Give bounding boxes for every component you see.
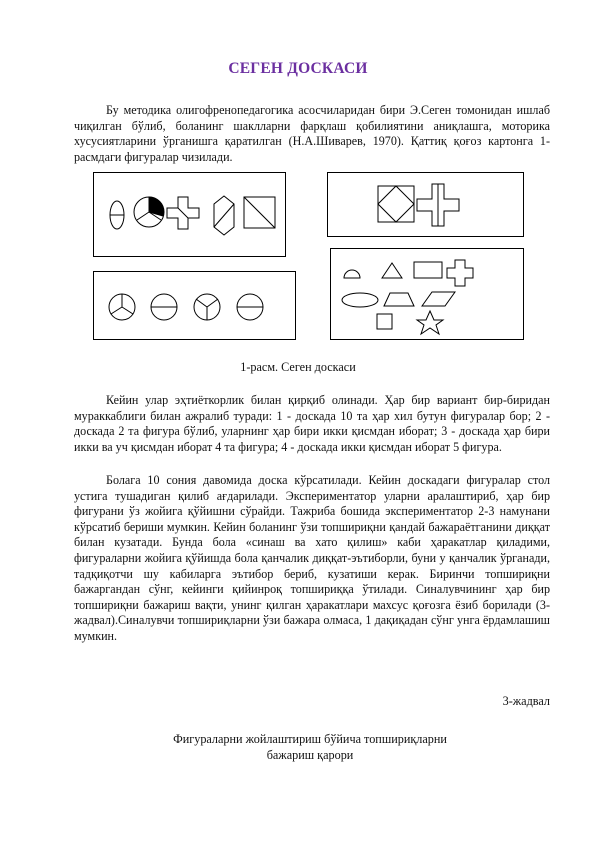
paragraph-variants: Кейин улар эҳтиёткорлик билан қирқиб олинади. Ҳар бир вариант бир-биридан мураккаблиги билан ажралиб туради: 1 - доскада 10 та ҳар хил бутун фигуралар бор; 2 - доскада 2 та фигура бўлиб, уларнинг ҳар бири икки қисмдан иборат; 3 - доскада ҳар бири икки ва уч қисмдан иборат 4 та фигура; 4 - доскада икки қисмдан иборат 5 фигура. <box>74 393 550 454</box>
board-4-semicircle <box>344 270 360 278</box>
board-2-cross-divided <box>417 184 459 226</box>
board-1-square-divided <box>244 197 275 228</box>
board-2 <box>327 172 524 237</box>
table-title <box>150 731 470 763</box>
board-4-star <box>417 311 443 334</box>
board-4-trapezoid <box>384 293 414 306</box>
board-3-circle-three-part <box>109 294 135 320</box>
board-4-square <box>377 314 392 329</box>
board-1-cross-divided <box>167 197 199 229</box>
table-title-line-2: бажариш қарори <box>266 748 354 762</box>
table-label: 3-жадвал <box>502 694 550 708</box>
table-title-line-1: Фигураларни жойлаштириш бўйича топшириқларни <box>173 732 447 746</box>
board-2-square-with-diamond <box>378 186 414 222</box>
paragraph-intro: Бу методика олигофренопедагогика асосчиларидан бири Э.Сеген томонидан ишлаб чиқилган бўлиб, боланинг шаклларни фарқлаш қобилиятини аниқлашга, моторика хусусиятларини ўрганишга қаратилган (Н.А.Шиварев, 1970). Қаттиқ қоғоз картонга 1-расмдаги фигуралар чизилади. <box>74 103 550 164</box>
page-title: СЕГЕН ДОСКАСИ <box>228 60 368 77</box>
board-4-triangle <box>382 263 402 278</box>
board-4-ellipse <box>342 293 378 307</box>
board-1-hexagon-divided <box>214 196 234 235</box>
board-1-ellipse-divided <box>110 201 124 229</box>
board-3-circle-two-part-b <box>237 294 263 320</box>
board-4-rectangle <box>414 262 442 278</box>
board-3-circle-three-part-b <box>194 294 220 320</box>
board-3 <box>93 271 296 340</box>
board-1 <box>93 172 286 257</box>
board-1-pie-circle <box>134 197 164 227</box>
board-4-cross <box>447 260 473 286</box>
paragraph-procedure: Болага 10 сония давомида доска кўрсатилади. Кейин доскадаги фигуралар стол устига тушадиган қилиб ағдарилади. Экспериментатор уларни аралаштириб, ҳар бир фигурани ўз жойига қўйишни сўрайди. Тажриба бошида экспериментатор 2-3 намунани кўрсатиб бериши мумкин. Кейин боланинг ўзи топшириқни қандай бажараётганини диққат билан кузатади. Бунда бола «синаш ва хато қилиш» каби ҳаракатлар қиладими, фигураларни жойига қўйишда бола қанчалик диққат-эътиборли, буни у қанчалик ўрганади, тадқиқотчи шу кабиларга эътибор бериб, кузатиши керак. Биринчи топшириқни бажаргандан сўнг, кейинги қийинроқ топшириққа ўтилади. Синалувчининг ҳар бир топшириқни бажариш вақти, унинг қилган ҳаракатлари махсус қоғозга ёзиб борилади (3-жадвал).Синалувчи топшириқларни ўзи бажара олмаса, 1 дақиқадан сўнг унга ёрдамлашиш мумкин. <box>74 473 550 643</box>
board-4 <box>330 248 524 340</box>
board-3-circle-two-part-a <box>151 294 177 320</box>
figure-caption: 1-расм. Сеген доскаси <box>240 360 356 374</box>
board-4-parallelogram <box>422 292 455 306</box>
